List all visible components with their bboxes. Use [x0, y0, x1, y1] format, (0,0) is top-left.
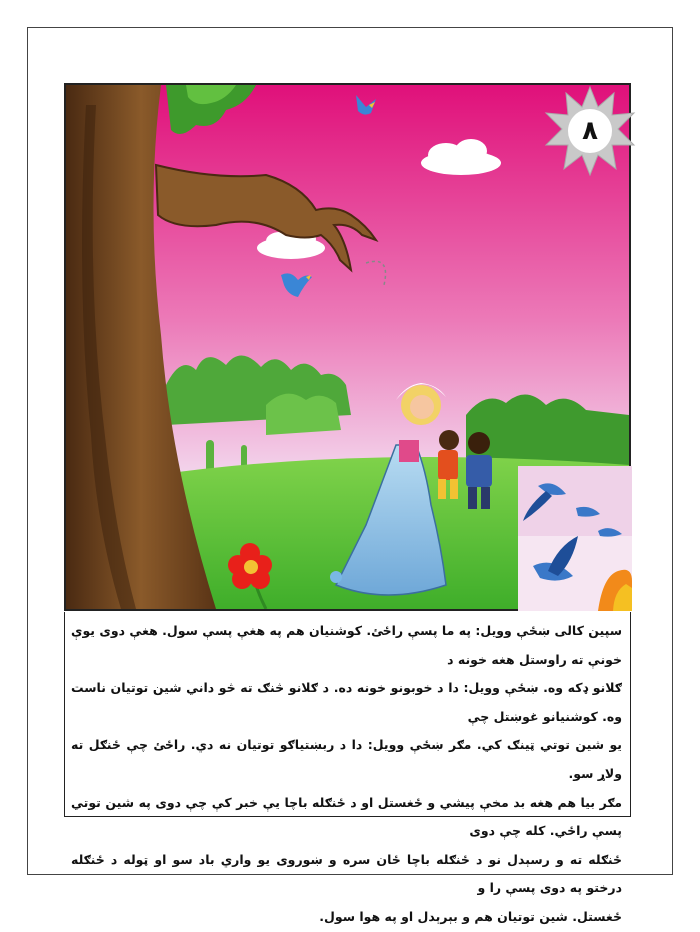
page-number: ۸ — [582, 116, 598, 146]
story-line: یو شین توتي ټینګ کي. مګر ښځې وویل: دا د ربښتیاګو توتیان نه دي. راځئ چې ځنګل ته ولاړ سو. — [71, 737, 622, 781]
story-line: ځنګله ته و رسېدل نو د ځنګله باچا ځان سره و ښوروی یو واري باد سو او ټوله د ځنګله درختو په دوی پسې را و — [71, 851, 622, 896]
story-line: ګلانو ډکه وه. ښځې وویل: دا د خوبونو خونه ده. د ګلانو څنګ ته څو داني شین توتیان ناست وه. کوشنیانو غوښتل چې — [71, 680, 622, 724]
story-text — [64, 612, 631, 924]
story-line: مګر بیا هم هغه بد مخې پیشي و ځغستل او د ځنګله باچا یې خبر کې چې دوی په شین توتي پسې راځي. کله چې دوی — [71, 794, 622, 839]
flying-birds-picture — [518, 466, 632, 611]
story-line: ځغستل. شین توتیان هم و بېرېدل او په هوا سول. — [319, 908, 622, 924]
story-line: سپین کالی ښځې وویل: په ما پسې راځئ. کوشنیان هم په هغې پسې سول. هغې دوی یوې خونې ته راوستل هغه خونه د — [71, 623, 622, 667]
small-flower-icon — [330, 571, 342, 583]
